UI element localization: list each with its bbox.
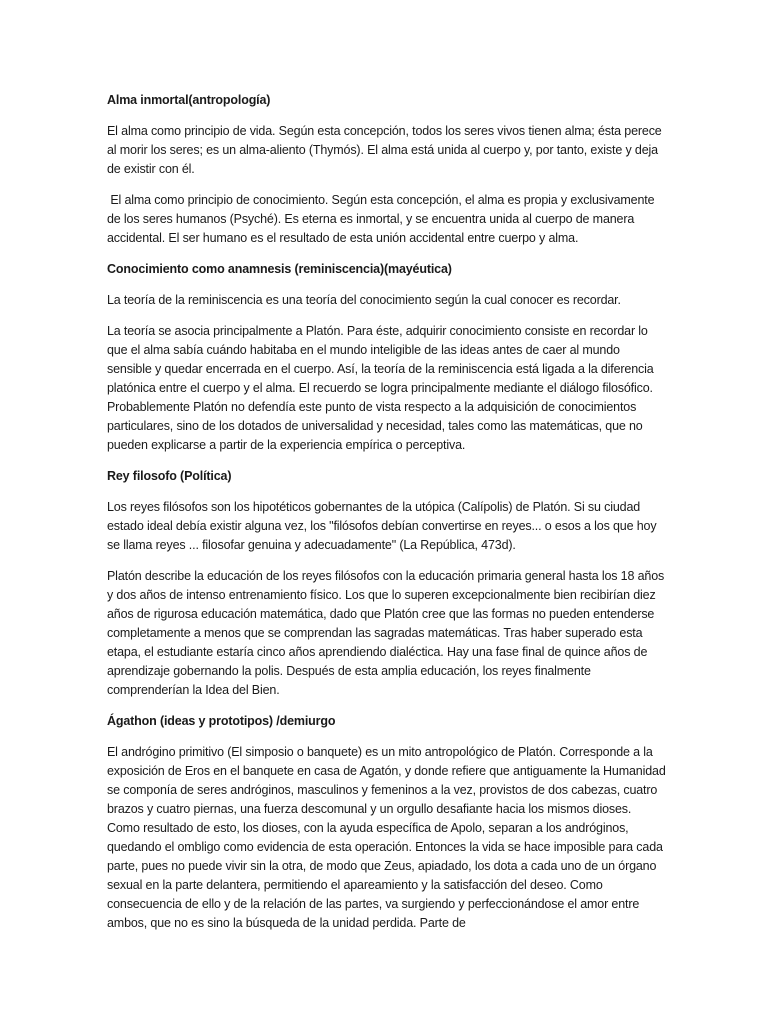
section-heading: Alma inmortal(antropología) bbox=[107, 93, 271, 107]
paragraph: Los reyes filósofos son los hipotéticos gobernantes de la utópica (Calípolis) de Platón. Si su ciudad estado ideal debía existir alguna vez, los "filósofos debían convertirse en reyes... o esos a los que hoy se llama reyes ... filosofar genuina y adecuadamente" (La República, 473d). bbox=[107, 500, 660, 552]
section-heading: Ágathon (ideas y prototipos) /demiurgo bbox=[107, 714, 336, 728]
paragraph: La teoría de la reminiscencia es una teoría del conocimiento según la cual conocer es recordar. bbox=[107, 293, 621, 307]
section-rey-filosofo bbox=[107, 467, 667, 700]
section-alma-inmortal bbox=[107, 91, 667, 248]
paragraph: El andrógino primitivo (El simposio o banquete) es un mito antropológico de Platón. Corresponde a la exposición de Eros en el banquete en casa de Agatón, y donde refiere que antiguamente la Humanidad se componía de seres andróginos, masculinos y femeninos a la vez, provistos de dos cabezas, cuatro brazos y cuatro piernas, una fuerza descomunal y un orgullo desafiante hacia los mismos dioses. Como resultado de esto, los dioses, con la ayuda específica de Apolo, separan a los andróginos, quedando el ombligo como evidencia de esta operación. Entonces la vida se hace imposible para cada parte, pues no puede vivir sin la otra, de modo que Zeus, apiadado, los dota a cada uno de un órgano sexual en la parte delantera, permitiendo el apareamiento y la satisfacción del deseo. Como consecuencia de ello y de la relación de las partes, va surgiendo y perfeccionándose el amor entre ambos, que no es sino la búsqueda de la unidad perdida. Parte de bbox=[107, 745, 669, 930]
paragraph: El alma como principio de conocimiento. Según esta concepción, el alma es propia y exclusivamente de los seres humanos (Psyché). Es eterna es inmortal, y se encuentra unida al cuerpo de manera accidental. El ser humano es el resultado de esta unión accidental entre cuerpo y alma. bbox=[107, 193, 658, 245]
section-heading: Rey filosofo (Política) bbox=[107, 469, 232, 483]
document-body bbox=[107, 91, 667, 945]
paragraph: La teoría se asocia principalmente a Platón. Para éste, adquirir conocimiento consiste en recordar lo que el alma sabía cuándo habitaba en el mundo inteligible de las ideas antes de caer al mundo sensible y quedar encerrada en el cuerpo. Así, la teoría de la reminiscencia está ligada a la diferencia platónica entre el cuerpo y el alma. El recuerdo se logra principalmente mediante el diálogo filosófico. Probablemente Platón no defendía este punto de vista respecto a la adquisición de conocimientos particulares, sino de los dotados de universalidad y necesidad, tales como las matemáticas, que no pueden explicarse a partir de la experiencia empírica o perceptiva. bbox=[107, 324, 657, 452]
section-heading: Conocimiento como anamnesis (reminiscencia)(mayéutica) bbox=[107, 262, 452, 276]
paragraph: Platón describe la educación de los reyes filósofos con la educación primaria general hasta los 18 años y dos años de intenso entrenamiento físico. Los que lo superen excepcionalmente bien recibirían diez años de rigurosa educación matemática, dado que Platón cree que las formas no pueden entenderse completamente a menos que se comprendan las sagradas matemáticas. Tras haber superado esta etapa, el estudiante estaría cinco años aprendiendo dialéctica. Hay una fase final de quince años de aprendizaje gobernando la polis. Después de esta amplia educación, los reyes finalmente comprenderían la Idea del Bien. bbox=[107, 569, 668, 697]
section-conocimiento-anamnesis bbox=[107, 260, 667, 455]
paragraph: El alma como principio de vida. Según esta concepción, todos los seres vivos tienen alma; ésta perece al morir los seres; es un alma-aliento (Thymós). El alma está unida al cuerpo y, por tanto, existe y deja de existir con él. bbox=[107, 124, 665, 176]
section-agathon bbox=[107, 712, 667, 933]
